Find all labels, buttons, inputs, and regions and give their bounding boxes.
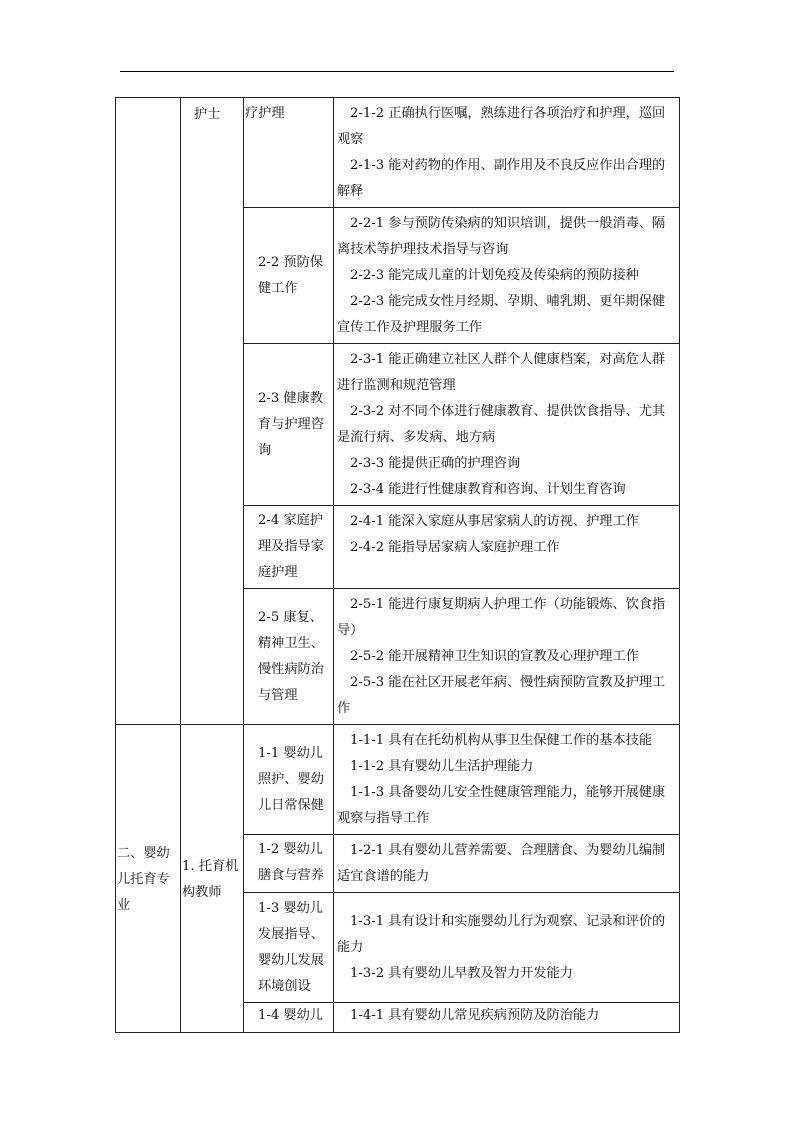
competency-item: 2-1-3 能对药物的作用、副作用及不良反应作出合理的解释 [337, 158, 666, 199]
task-cell: 1-4 婴幼儿 [244, 1003, 334, 1033]
competency-item: 2-4-2 能指导居家病人家庭护理工作 [350, 540, 560, 555]
competency-cell [334, 506, 680, 589]
competency-item: 1-1-1 具有在托幼机构从事卫生保健工作的基本技能 [350, 733, 653, 748]
competency-cell [334, 1003, 680, 1033]
competency-item: 2-2-3 能完成女性月经期、孕期、哺乳期、更年期保健宣传工作及护理服务工作 [337, 294, 666, 335]
competency-item: 1-1-2 具有婴幼儿生活护理能力 [350, 759, 534, 774]
competency-table [115, 97, 680, 1033]
competency-item: 2-4-1 能深入家庭从事居家病人的访视、护理工作 [350, 514, 639, 529]
competency-item: 2-2-3 能完成儿童的计划免疫及传染病的预防接种 [350, 268, 639, 283]
competency-item: 2-5-2 能开展精神卫生知识的宣教及心理护理工作 [350, 649, 639, 664]
header-rule [120, 71, 674, 72]
position-cell: 1. 托育机构教师 [181, 725, 244, 1033]
task-cell: 2-5 康复、精神卫生、慢性病防治与管理 [244, 589, 334, 725]
task-cell: 1-3 婴幼儿发展指导、婴幼儿发展环境创设 [244, 893, 334, 1003]
competency-item: 2-3-1 能正确建立社区人群个人健康档案，对高危人群进行监测和规范管理 [337, 352, 666, 393]
competency-item: 2-3-2 对不同个体进行健康教育、提供饮食指导、尤其是流行病、多发病、地方病 [337, 404, 666, 445]
competency-cell [334, 835, 680, 893]
competency-item: 2-5-1 能进行康复期病人护理工作（功能锻炼、饮食指导） [337, 597, 666, 638]
task-cell: 1-1 婴幼儿照护、婴幼儿日常保健 [244, 725, 334, 835]
position-cell: 护士 [181, 98, 244, 725]
task-cell: 2-4 家庭护理及指导家庭护理 [244, 506, 334, 589]
major-cell: 二、婴幼儿托育专业 [116, 725, 181, 1033]
competency-cell [334, 589, 680, 725]
task-cell: 2-3 健康教育与护理咨询 [244, 344, 334, 506]
task-cell: 1-2 婴幼儿膳食与营养 [244, 835, 334, 893]
competency-item: 1-3-2 具有婴幼儿早教及智力开发能力 [350, 966, 573, 981]
table-row [116, 98, 680, 208]
competency-item: 1-1-3 具备婴幼儿安全性健康管理能力，能够开展健康观察与指导工作 [337, 785, 666, 826]
competency-cell [334, 344, 680, 506]
competency-item: 1-4-1 具有婴幼儿常见疾病预防及防治能力 [350, 1008, 600, 1023]
competency-item: 1-2-1 具有婴幼儿营养需要、合理膳食、为婴幼儿编制适宜食谱的能力 [337, 843, 666, 884]
competency-item: 2-2-1 参与预防传染病的知识培训，提供一般消毒、隔离技术等护理技术指导与咨询 [337, 216, 666, 257]
table-row [116, 725, 680, 835]
task-cell: 疗护理 [244, 98, 334, 208]
competency-cell [334, 208, 680, 344]
competency-cell [334, 725, 680, 835]
competency-item: 2-1-2 正确执行医嘱，熟练进行各项治疗和护理，巡回观察 [337, 106, 666, 147]
competency-item: 2-3-4 能进行性健康教育和咨询、计划生育咨询 [350, 482, 626, 497]
major-cell [116, 98, 181, 725]
competency-item: 1-3-1 具有设计和实施婴幼儿行为观察、记录和评价的能力 [337, 914, 666, 955]
competency-item: 2-3-3 能提供正确的护理咨询 [350, 456, 521, 471]
competency-cell [334, 98, 680, 208]
task-cell: 2-2 预防保健工作 [244, 208, 334, 344]
competency-cell [334, 893, 680, 1003]
competency-item: 2-5-3 能在社区开展老年病、慢性病预防宣教及护理工作 [337, 675, 666, 716]
